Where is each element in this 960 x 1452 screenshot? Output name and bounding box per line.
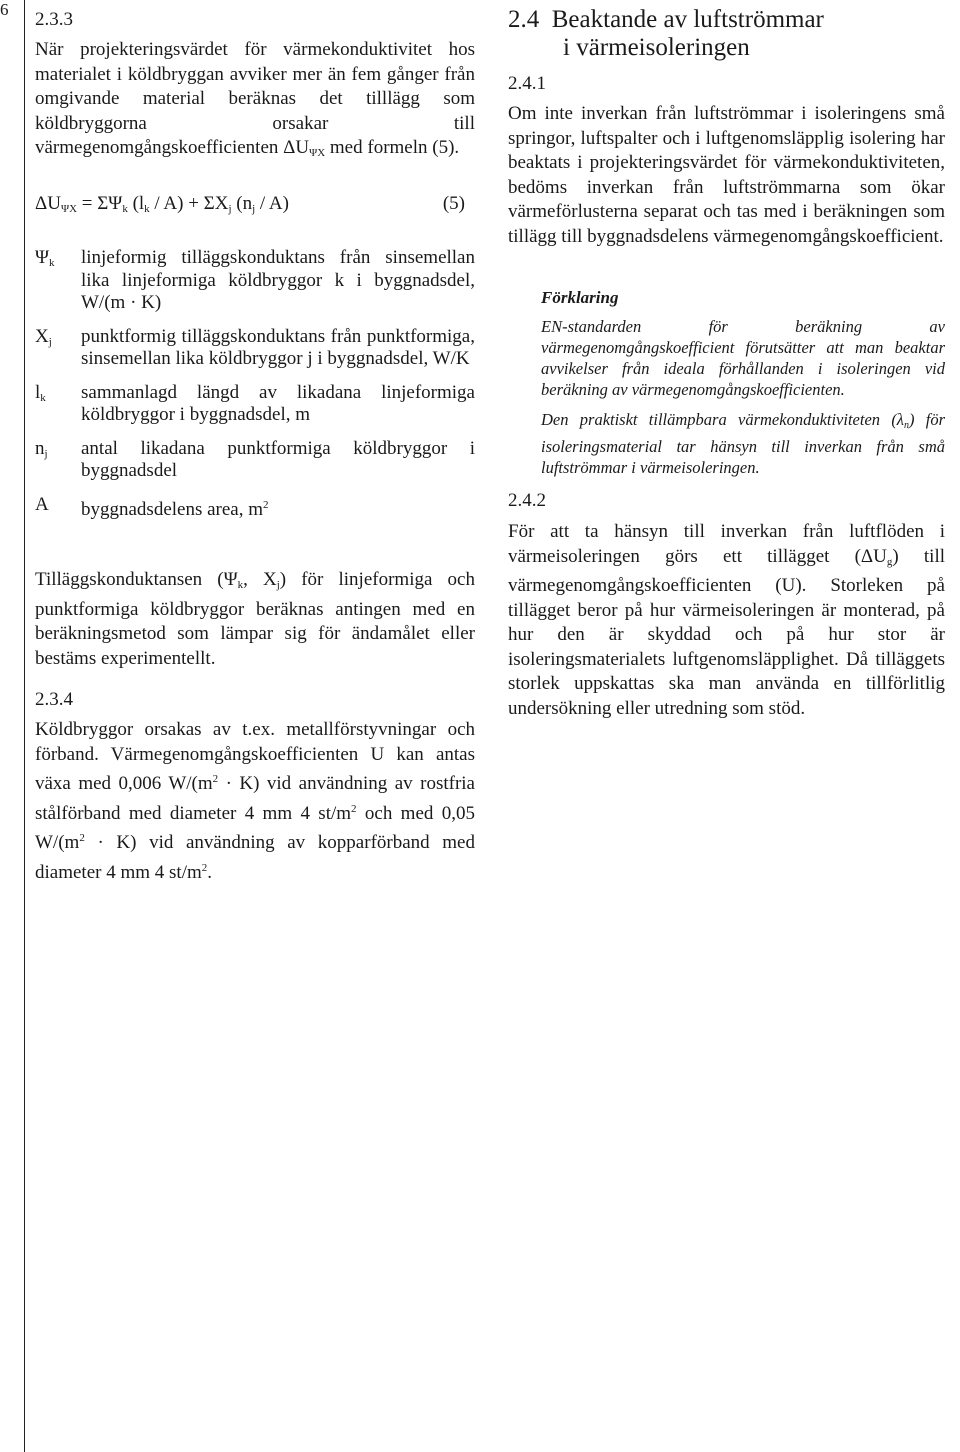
- definition-text: antal likadana punktformiga köldbryggor i byggnadsdel: [81, 437, 475, 481]
- page-number: 6: [0, 0, 9, 19]
- section-2-3-4-heading: 2.3.4: [35, 689, 73, 710]
- definition-symbol: $X_j$: [35, 325, 52, 348]
- formula-expression: $\Delta U_{\Psi X} = \Sigma\Psi_k$ $(l_k / A) + \Sigma X_j$ $(n_j / A)$: [35, 193, 289, 215]
- conductance-paragraph: Tilläggskonduktansen ($\Psi_k$, $X_j$) för linjeformiga och punktformiga köldbryggor beräknas antingen med en beräkningsmetod som lämpar sig för ändamålet eller bestäms experimentellt.: [35, 569, 475, 669]
- note-title: Förklaring: [541, 288, 619, 307]
- note-paragraph-1: EN-standarden för beräkning av värmegenomgångskoefficient förutsätter att man beaktar avvikelser från ideala förhållanden i isoleringen vid beräkning av värmegenomgångskoefficienten.: [541, 317, 945, 399]
- section-2-3-3-paragraph: När projekteringsvärdet för värmekonduktivitet hos materialet i köldbryggan avviker mer än fem gånger från omgivande material beräknas det tilllägg som köldbryggorna orsakar till värmegenomgångskoefficienten $\Delta U_{\Psi X}$ med formeln (5).: [35, 39, 475, 159]
- definition-symbol: $n_j$: [35, 437, 48, 460]
- formula-number: (5): [442, 193, 465, 214]
- definition-item: [35, 382, 475, 427]
- section-2-3-4-paragraph: Köldbryggor orsakas av t.ex. metallförstyvningar och förband. Värmegenomgångskoefficienten U kan antas växa med 0,006 $W/(m^2 \cdot K)$ vid användning av rostfria stålförband med diameter 4 mm 4 $st/m^2$ och med 0,05 $W/(m^2 \cdot K)$ vid användning av kopparförband med diameter 4 mm 4 $st/m^2$.: [35, 719, 475, 883]
- definition-symbol: A: [35, 493, 49, 515]
- section-2-3-3-heading: 2.3.3: [35, 9, 73, 30]
- formula-5: [35, 192, 465, 221]
- section-2-4-2-heading: 2.4.2: [508, 490, 546, 511]
- definition-text: byggnadsdelens area, $m^2$: [81, 498, 269, 520]
- section-2-4-1-heading: 2.4.1: [508, 73, 546, 94]
- section-2-4-title-line2: i värmeisoleringen: [563, 34, 750, 61]
- section-2-4-heading: [508, 6, 945, 62]
- note-paragraph-2: Den praktiskt tillämpbara värmekonduktiviteten $(\lambda_n)$ för isoleringsmaterial tar hänsyn till inverkan från små luftströmmar i värmeisoleringen.: [541, 410, 946, 477]
- section-2-4-2-paragraph: För att ta hänsyn till inverkan från luftflöden i värmeisoleringen görs ett tillägget $(\Delta U_g)$ till värmegenomgångskoefficienten (U). Storleken på tillägget beror på hur värmeisoleringen är monterad, på hur den är skyddad och på hur stor är isoleringsmaterialets luftgenomsläpplighet. Då tilläggets storlek uppskattas ska man använda en tillförlitlig undersökning eller utredning som stöd.: [508, 521, 945, 719]
- definition-text: linjeformig tilläggskonduktans från sinsemellan lika linjeformiga köldbryggor k i byggnadsdel, W/(m · K): [81, 247, 475, 313]
- section-2-4-number: 2.4: [508, 6, 540, 33]
- definition-item: [35, 494, 475, 522]
- margin-rule: [24, 0, 25, 1452]
- definition-item: [35, 326, 475, 371]
- definition-symbol: $\Psi_k$: [35, 247, 55, 269]
- definition-symbol: $l_k$: [35, 381, 46, 404]
- definition-item: [35, 247, 475, 315]
- definition-text: punktformig tilläggskonduktans från punktformiga, sinsemellan lika köldbryggor j i byggnadsdel, W/K: [81, 325, 475, 369]
- definition-text: sammanlagd längd av likadana linjeformiga köldbryggor i byggnadsdel, m: [81, 381, 475, 425]
- section-2-4-1-paragraph: Om inte inverkan från luftströmmar i isoleringens små springor, luftspalter och i luftgenomsläpplig isolering har beaktats i projekteringsvärdet för värmekonduktiviteten, bedöms inverkan från luftströmmarna som ökar värmeförlusterna separat och tas med i beräkningen som tillägg till byggnadsdelens värmegenomgångskoefficient.: [508, 103, 945, 247]
- explanation-note: [541, 287, 945, 478]
- section-2-4-title-line1: Beaktande av luftströmmar: [551, 6, 824, 33]
- symbol-definitions: [35, 247, 475, 532]
- definition-item: [35, 438, 475, 483]
